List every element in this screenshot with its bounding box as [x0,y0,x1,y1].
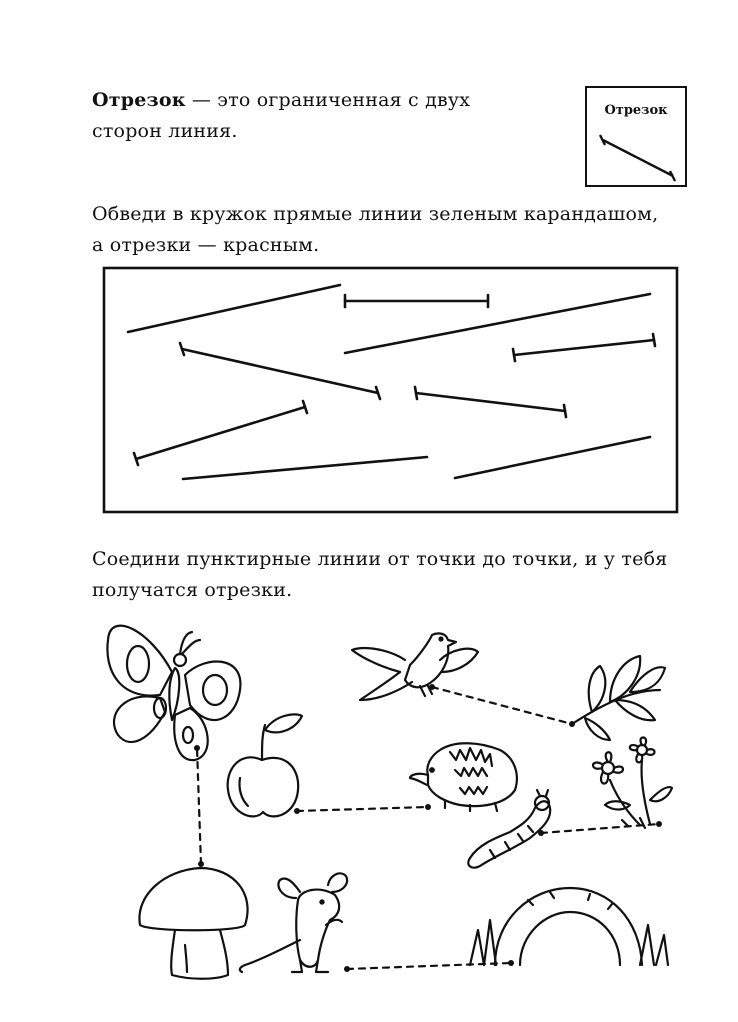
task2-line2: получатся отрезки. [92,579,293,601]
caterpillar-picture [468,790,550,868]
definition-line2: сторон линия. [92,120,238,142]
flower-picture [593,738,672,829]
definition-term: Отрезок [92,89,186,111]
hedgehog-picture [410,743,517,811]
segment-example-label: Отрезок [604,103,668,118]
task2-line1: Соедини пунктирные линии от точки до точки, и у тебя [92,548,668,570]
branch-picture [572,656,665,740]
apple-picture [228,714,302,816]
bird-picture [352,633,478,700]
definition-rest: — это ограниченная с двух [185,89,471,111]
task1-line2: а отрезки — красным. [92,234,320,256]
butterfly-picture [107,626,240,760]
task1-line1: Обведи в кружок прямые линии зеленым карандашом, [92,203,659,225]
mouse-picture [240,873,347,972]
burrow-picture [470,888,668,965]
mushroom-picture [139,868,247,979]
